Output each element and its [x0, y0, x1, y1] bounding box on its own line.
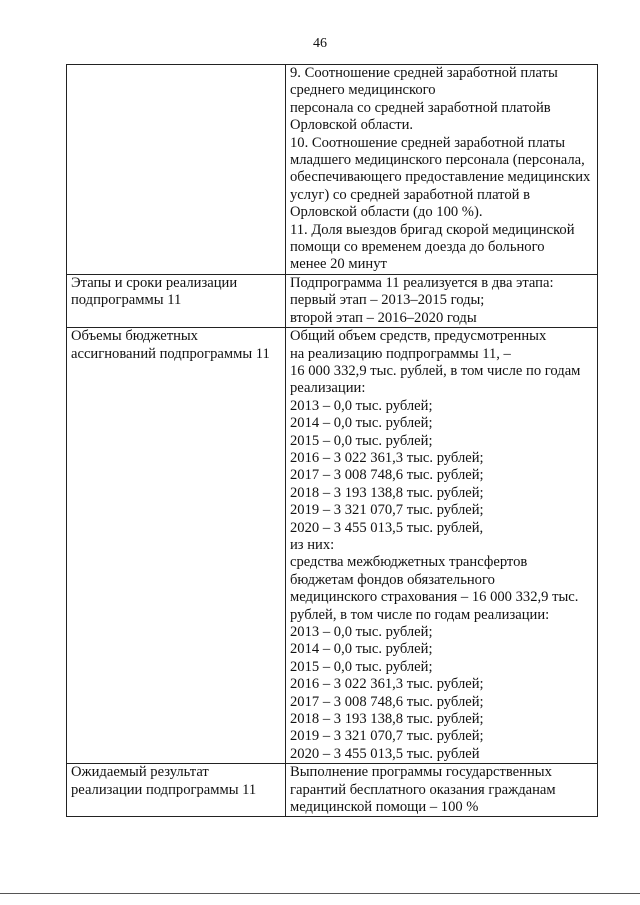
value-line: 2020 – 3 455 013,5 тыс. рублей, — [290, 519, 484, 536]
row-value-cell — [286, 764, 598, 817]
value-line: медицинского страхования – 16 000 332,9 тыс. — [290, 589, 579, 606]
value-line: услуг) со средней заработной платой в — [290, 186, 531, 203]
value-line: из них: — [290, 536, 335, 553]
value-line: 2015 – 0,0 тыс. рублей; — [290, 432, 433, 449]
value-line: на реализацию подпрограммы 11, – — [290, 345, 511, 362]
value-line: 9. Соотношение средней заработной платы — [290, 65, 558, 81]
label-line: реализации подпрограммы 11 — [71, 781, 257, 798]
value-line: помощи со временем доезда до больного — [290, 239, 545, 256]
value-line: второй этап – 2016–2020 годы — [290, 309, 477, 326]
value-line: медицинской помощи – 100 % — [290, 799, 479, 816]
label-line: Этапы и сроки реализации — [71, 274, 238, 291]
value-line: младшего медицинского персонала (персонала, — [290, 152, 585, 169]
value-line: 2019 – 3 321 070,7 тыс. рублей; — [290, 728, 484, 745]
table-row — [67, 764, 598, 817]
value-line: Орловской области. — [290, 117, 414, 134]
value-line: бюджетам фондов обязательного — [290, 571, 495, 588]
value-line: 10. Соотношение средней заработной платы — [290, 134, 566, 151]
value-line: 16 000 332,9 тыс. рублей, в том числе по годам — [290, 362, 581, 379]
value-line: Общий объем средств, предусмотренных — [290, 328, 547, 345]
label-line: ассигнований подпрограммы 11 — [71, 345, 270, 362]
table-row — [67, 65, 598, 275]
value-line: 2016 – 3 022 361,3 тыс. рублей; — [290, 449, 484, 466]
table-row — [67, 328, 598, 764]
value-line: 2013 – 0,0 тыс. рублей; — [290, 397, 433, 414]
value-line: гарантий бесплатного оказания гражданам — [290, 781, 556, 798]
value-line: 2018 – 3 193 138,8 тыс. рублей; — [290, 711, 484, 728]
value-line: 2019 – 3 321 070,7 тыс. рублей; — [290, 502, 484, 519]
row-value-cell — [286, 65, 598, 275]
page-number: 46 — [313, 36, 327, 51]
value-line: 2018 – 3 193 138,8 тыс. рублей; — [290, 484, 484, 501]
label-line: Ожидаемый результат — [71, 764, 209, 781]
row-label-cell — [67, 65, 286, 275]
label-line: подпрограммы 11 — [71, 292, 182, 309]
value-line: 2015 – 0,0 тыс. рублей; — [290, 658, 433, 675]
row-label-cell — [67, 274, 286, 327]
value-line: средства межбюджетных трансфертов — [290, 554, 528, 571]
row-value-cell — [286, 274, 598, 327]
bottom-rule — [0, 893, 640, 894]
value-line: персонала со средней заработной платойв — [290, 99, 551, 116]
value-line: среднего медицинского — [290, 82, 436, 99]
value-line: 2017 – 3 008 748,6 тыс. рублей; — [290, 693, 484, 710]
table-row — [67, 274, 598, 327]
value-line: 2014 – 0,0 тыс. рублей; — [290, 641, 433, 658]
value-line: Орловской области (до 100 %). — [290, 204, 483, 221]
row-label-cell — [67, 764, 286, 817]
row-value-cell — [286, 328, 598, 764]
value-line: реализации: — [290, 380, 366, 397]
row-label-cell — [67, 328, 286, 764]
value-line: 2017 – 3 008 748,6 тыс. рублей; — [290, 467, 484, 484]
value-line: 2020 – 3 455 013,5 тыс. рублей — [290, 745, 480, 762]
value-line: Подпрограмма 11 реализуется в два этапа: — [290, 274, 554, 291]
label-line: Объемы бюджетных — [71, 328, 198, 345]
value-line: 2016 – 3 022 361,3 тыс. рублей; — [290, 676, 484, 693]
value-line: первый этап – 2013–2015 годы; — [290, 292, 485, 309]
value-line: 2013 – 0,0 тыс. рублей; — [290, 624, 433, 640]
value-line: менее 20 минут — [290, 256, 387, 273]
subprogram-passport-table — [66, 64, 598, 817]
value-line: рублей, в том числе по годам реализации: — [290, 606, 550, 623]
value-line: Выполнение программы государственных — [290, 764, 552, 781]
value-line: 2014 – 0,0 тыс. рублей; — [290, 415, 433, 432]
value-line: обеспечивающего предоставление медицинских — [290, 169, 591, 186]
value-line: 11. Доля выездов бригад скорой медицинской — [290, 221, 575, 238]
